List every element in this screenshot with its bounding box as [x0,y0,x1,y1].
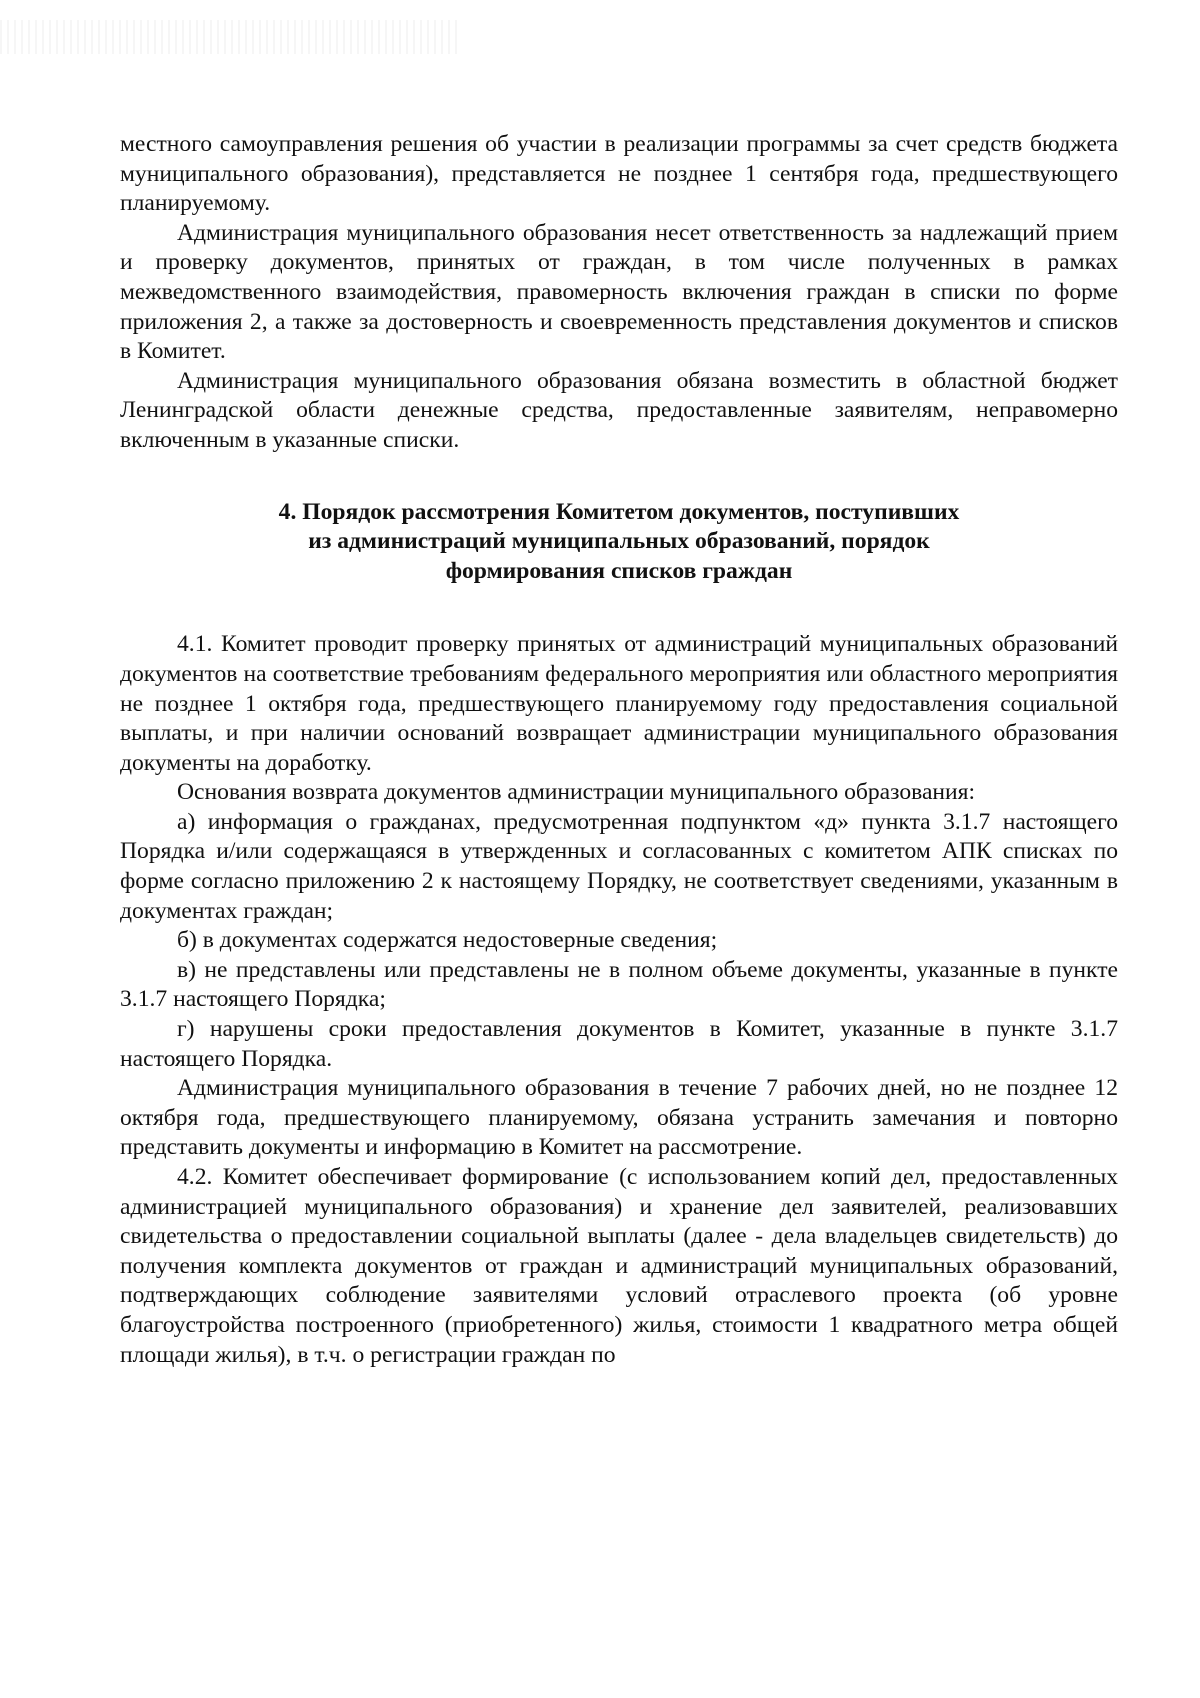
ground-item-v: в) не представлены или представлены не в полном объеме документы, указанные в пункте 3.1.7 настоящего Порядка; [120,956,1118,1013]
grounds-intro: Основания возврата документов администрации муниципального образования: [177,779,976,806]
section-heading-line: из администраций муниципальных образований, порядок [308,528,930,555]
clause-4-2: 4.2. Комитет обеспечивает формирование (с использованием копий дел, предоставленных администрацией муниципального образования) и хранение дел заявителей, реализовавших свидетельства о предоставлении социальной выплаты (далее - дела владельцев свидетельств) до получения комплекта документов от граждан и администраций муниципальных образований, подтверждающих соблюдение заявителями условий отраслевого проекта (об уровне благоустройства построенного (приобретенного) жилья, стоимости 1 квадратного метра общей площади жилья), в т.ч. о регистрации граждан по [120,1164,1118,1368]
ground-item-g: г) нарушены сроки предоставления документов в Комитет, указанные в пункте 3.1.7 настоящего Порядка. [120,1016,1118,1072]
section-4-heading [180,498,1058,587]
document-body [120,130,1118,1370]
clause-4-1: 4.1. Комитет проводит проверку принятых от администраций муниципальных образований документов на соответствие требованиям федерального мероприятия или областного мероприятия не позднее 1 октября года, предшествующего планируемому году предоставления социальной выплаты, и при наличии оснований возвращает администрации муниципального образования документы на доработку. [120,631,1118,776]
section-heading-line: формирования списков граждан [445,557,793,584]
ground-item-a: а) информация о гражданах, предусмотренная подпунктом «д» пункта 3.1.7 настоящего Порядка и/или содержащаяся в утвержденных и согласованных с комитетом АПК списках по форме согласно приложению 2 к настоящему Порядку, не соответствует сведениями, указанным в документах граждан; [120,808,1118,924]
fix-remarks-paragraph: Администрация муниципального образования в течение 7 рабочих дней, но не позднее 12 октября года, предшествующего планируемому, обязана устранить замечания и повторно представить документы и информацию в Комитет на рассмотрение. [120,1075,1118,1161]
opening-paragraph: местного самоуправления решения об участии в реализации программы за счет средств бюджета муниципального образования), представляется не позднее 1 сентября года, предшествующего планируемому. [120,131,1118,217]
reimbursement-paragraph: Администрация муниципального образования обязана возместить в областной бюджет Ленинградской области денежные средства, предоставленные заявителям, неправомерно включенным в указанные списки. [120,367,1118,453]
scan-artifact [0,20,460,54]
section-heading-line: 4. Порядок рассмотрения Комитетом документов, поступивших [278,498,960,525]
responsibility-paragraph: Администрация муниципального образования несет ответственность за надлежащий прием и проверку документов, принятых от граждан, в том числе полученных в рамках межведомственного взаимодействия, правомерность включения граждан в списки по форме приложения 2, а также за достоверность и своевременность представления документов и списков в Комитет. [120,219,1118,365]
ground-item-b: б) в документах содержатся недостоверные сведения; [177,927,718,954]
